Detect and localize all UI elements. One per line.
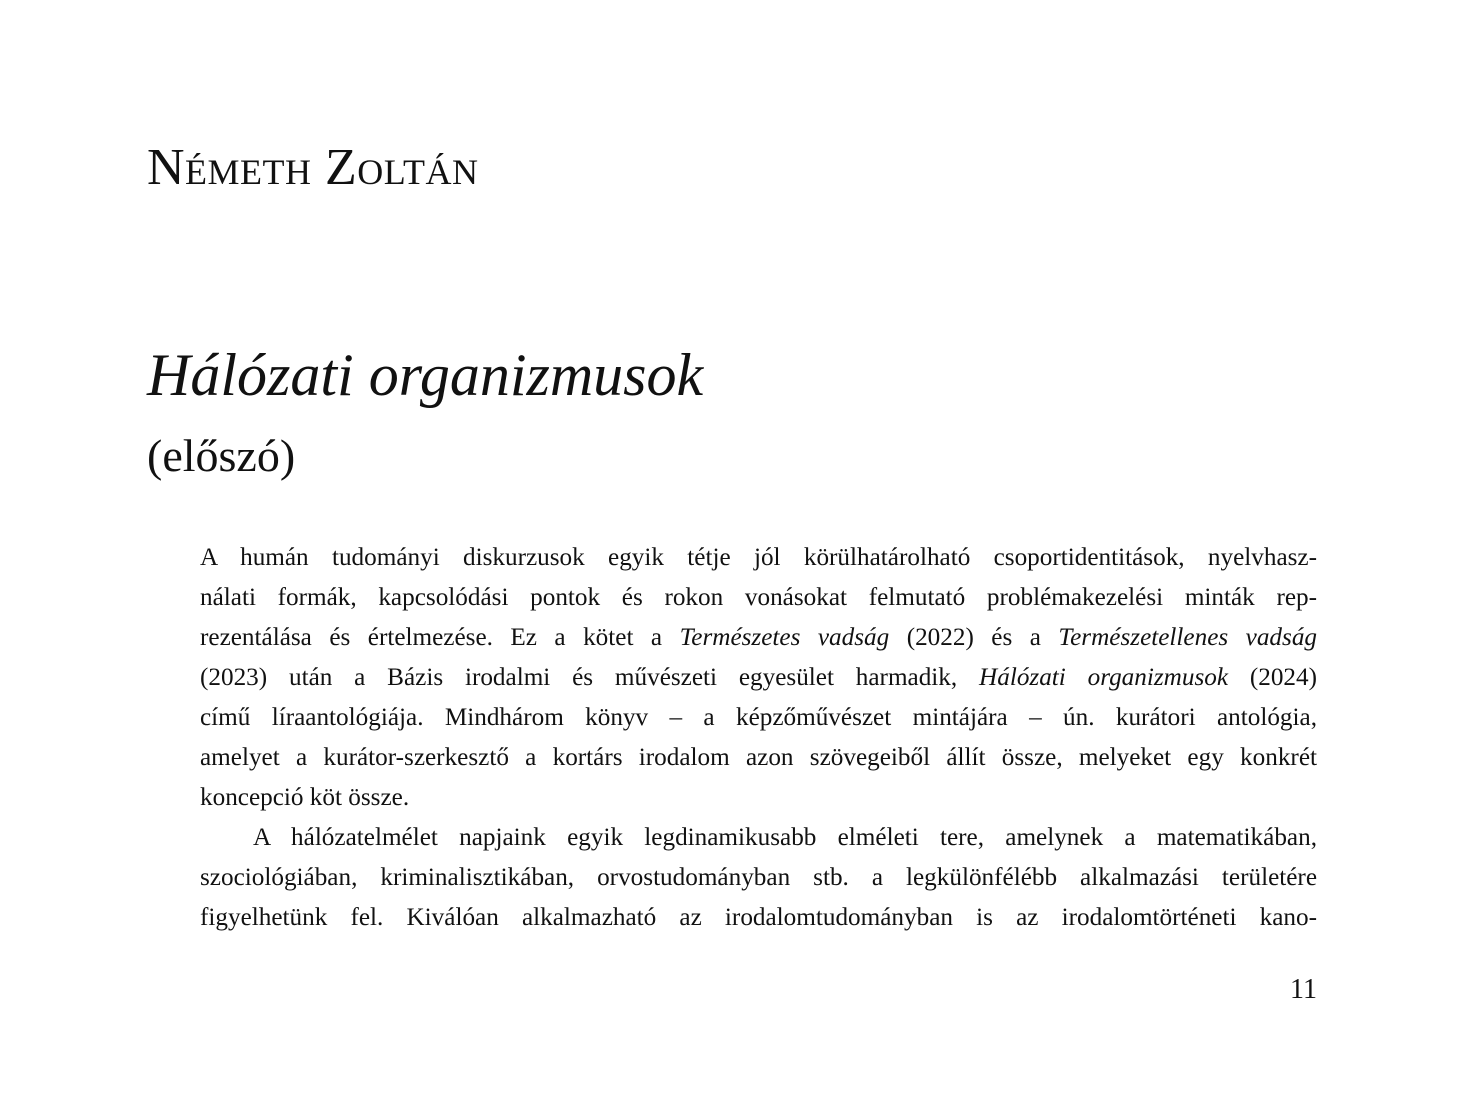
text-segment: (2022) és a	[889, 624, 1059, 651]
body-line-2: nálati formák, kapcsolódási pontok és rokon vonásokat felmutató problémakezelési minták rep-	[200, 584, 1317, 611]
text-segment: (2023) után a Bázis irodalmi és művészeti egyesület harmadik,	[200, 664, 980, 691]
book-title-italic: Természetes vadság	[679, 624, 890, 651]
body-line-6: amelyet a kurátor-szerkesztő a kortárs irodalom azon szövegeiből állít össze, melyeket egy konkrét	[200, 744, 1317, 771]
text-segment: (2024)	[1228, 664, 1318, 691]
book-title-italic: Hálózati organizmusok	[979, 664, 1229, 691]
body-line-1: A humán tudományi diskurzusok egyik tétje jól körülhatárolható csoportidentitások, nyelvhasz-	[200, 544, 1317, 571]
body-line-4	[200, 658, 1317, 698]
body-line-7: koncepció köt össze.	[200, 784, 410, 811]
body-line-3	[200, 618, 1317, 658]
body-line-5: című líraantológiája. Mindhárom könyv – a képzőművészet mintájára – ún. kurátori antológia,	[200, 704, 1317, 731]
text-segment: rezentálása és értelmezése. Ez a kötet a	[200, 624, 680, 651]
body-line-10: figyelhetünk fel. Kiválóan alkalmazható az irodalomtudományban is az irodalomtörténeti kano-	[200, 904, 1317, 931]
book-title-italic: Természetellenes vadság	[1058, 624, 1318, 651]
chapter-title: Hálózati organizmusok	[147, 342, 704, 408]
page-number: 11	[1290, 974, 1317, 1005]
chapter-subtitle: (előszó)	[147, 430, 296, 481]
body-text	[200, 538, 1317, 938]
body-line-9: szociológiában, kriminalisztikában, orvostudományban stb. a legkülönfélébb alkalmazási területére	[200, 864, 1317, 891]
author-name: Németh Zoltán	[147, 139, 479, 196]
body-line-8: A hálózatelmélet napjaink egyik legdinamikusabb elméleti tere, amelynek a matematikában,	[253, 824, 1317, 851]
